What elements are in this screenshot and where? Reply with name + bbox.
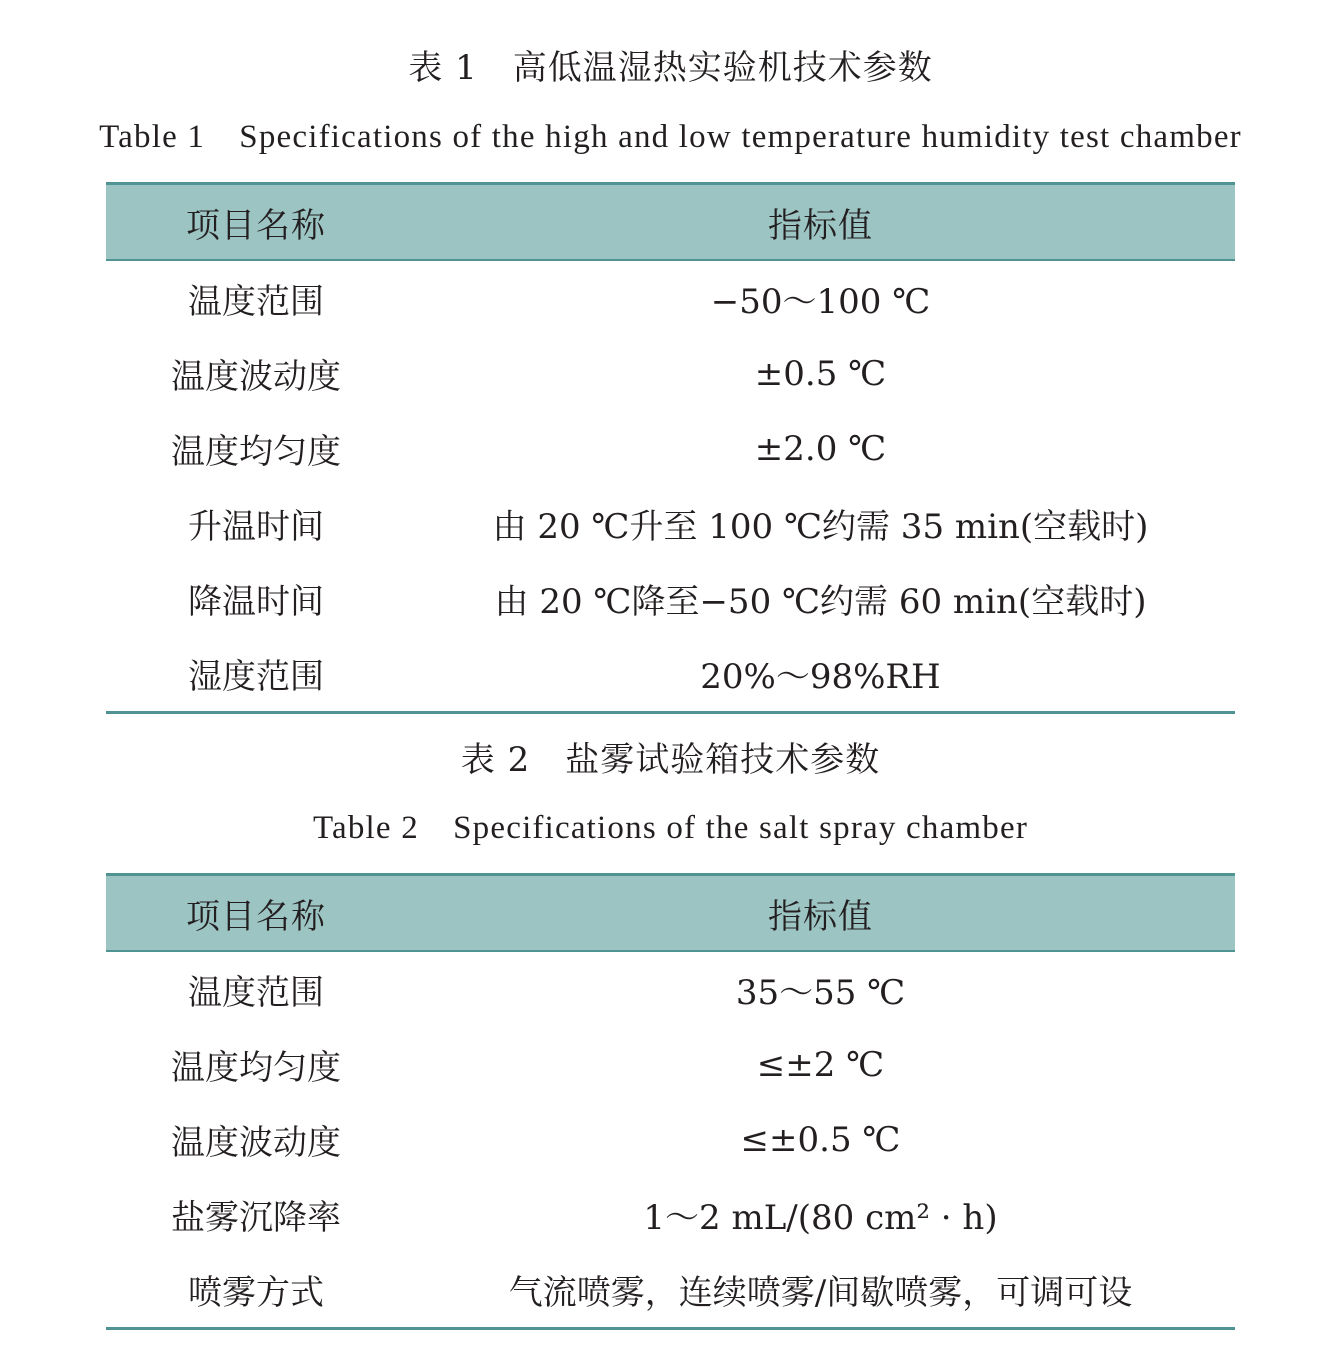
row-item: 湿度范围: [106, 636, 406, 713]
row-value: ±0.5 ℃: [754, 353, 887, 394]
row-item: 温度范围: [188, 282, 324, 322]
table-row: [106, 636, 1235, 713]
row-item: 温度均匀度: [171, 432, 341, 472]
table1-header-value: 指标值: [406, 184, 1235, 261]
table2-header-value: 指标值: [406, 875, 1235, 952]
table2-header-row: [106, 875, 1235, 952]
table-row: [106, 1177, 1235, 1252]
row-value: 由 20 ℃升至 100 ℃约需 35 min(空载时): [492, 507, 1149, 547]
row-item: 喷雾方式: [106, 1252, 406, 1329]
table-row: [106, 486, 1235, 561]
table-row: [106, 411, 1235, 486]
table-row: [106, 260, 1235, 336]
row-value: 1～2 mL/(80 cm² · h): [643, 1198, 998, 1238]
row-item: 盐雾沉降率: [171, 1198, 341, 1238]
row-item: 温度均匀度: [171, 1048, 341, 1088]
row-value: ≤±2 ℃: [756, 1044, 885, 1085]
table2: [106, 873, 1235, 1330]
table2-header-item: 项目名称: [106, 875, 406, 952]
row-value: 气流喷雾，连续喷雾/间歇喷雾，可调可设: [406, 1252, 1235, 1329]
row-value: 20%～98%RH: [406, 636, 1235, 713]
table2-caption-cn: 表 2 盐雾试验箱技术参数: [460, 740, 881, 780]
row-value: ±2.0 ℃: [754, 428, 887, 469]
row-item: 温度波动度: [171, 1123, 341, 1163]
table2-caption-en: Table 2 Specifications of the salt spray chamber: [312, 810, 1029, 846]
table1-caption-cn: 表 1 高低温湿热实验机技术参数: [408, 48, 933, 88]
row-value: ≤±0.5 ℃: [740, 1119, 901, 1160]
table1: [106, 182, 1235, 714]
row-item: 温度范围: [188, 973, 324, 1013]
table-row: [106, 336, 1235, 411]
table1-header-row: [106, 184, 1235, 261]
row-item: 升温时间: [188, 507, 324, 547]
row-item: 温度波动度: [171, 357, 341, 397]
table-row: [106, 1102, 1235, 1177]
table1-header-item: 项目名称: [106, 184, 406, 261]
row-value: 35～55 ℃: [735, 973, 906, 1013]
table1-caption-en: Table 1 Specifications of the high and low temperature humidity test chamber: [99, 119, 1242, 155]
row-value: 由 20 ℃降至−50 ℃约需 60 min(空载时): [494, 582, 1147, 622]
row-value: −50～100 ℃: [710, 282, 931, 322]
table-row: [106, 1027, 1235, 1102]
table-row: [106, 1252, 1235, 1329]
table-row: [106, 561, 1235, 636]
row-item: 降温时间: [188, 582, 324, 622]
table-row: [106, 951, 1235, 1027]
